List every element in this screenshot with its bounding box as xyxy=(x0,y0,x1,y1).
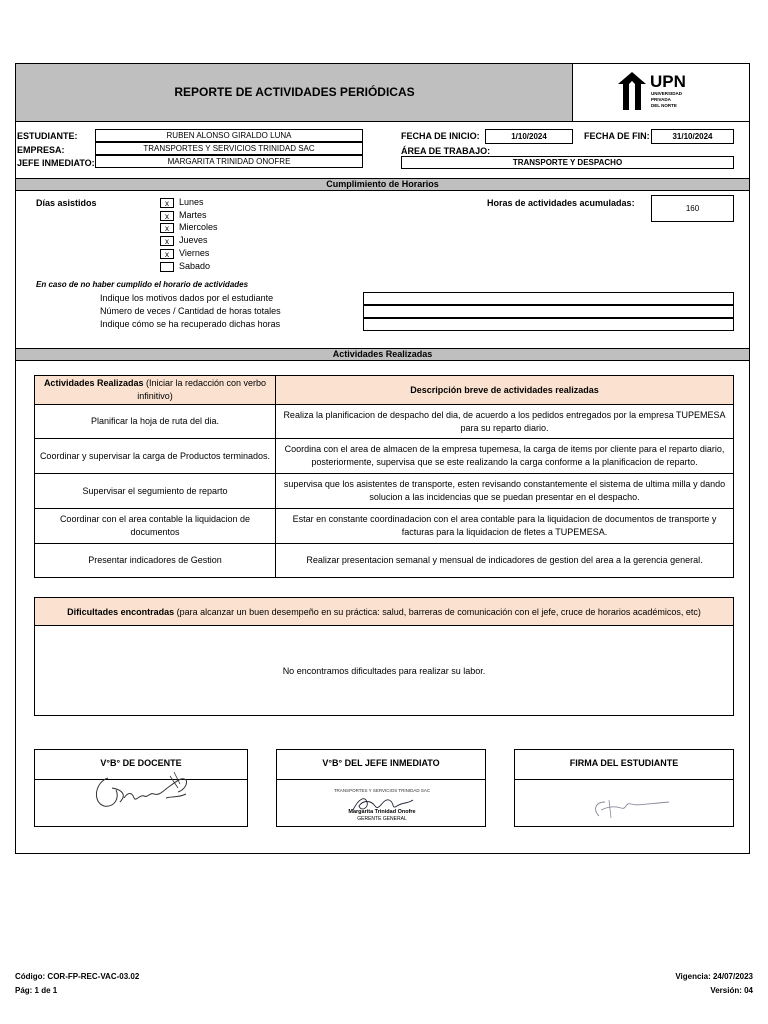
days-list xyxy=(160,197,280,277)
company-stamp-text: TRANSPORTES Y SERVICIOS TRINIDAD SAC xyxy=(333,788,431,793)
activity-cell[interactable]: Coordinar con el area contable la liquidacion de documentos xyxy=(35,509,276,544)
stamp-role: GERENTE GENERAL xyxy=(357,816,407,822)
start-date-field[interactable]: 1/10/2024 xyxy=(485,129,573,144)
document-code: Código: COR-FP-REC-VAC-03.02 xyxy=(15,972,140,981)
noncompliance-count-field[interactable] xyxy=(363,305,734,318)
noncompliance-label-count: Número de veces / Cantidad de horas totales xyxy=(100,306,281,316)
validity-date: Vigencia: 24/07/2023 xyxy=(675,972,753,981)
noncompliance-label-reasons: Indique los motivos dados por el estudiante xyxy=(100,293,274,303)
description-cell[interactable]: Realizar presentacion semanal y mensual de indicadores de gestion del area a la gerencia general. xyxy=(276,544,734,578)
boss-field[interactable]: MARGARITA TRINIDAD ONOFRE xyxy=(95,155,363,168)
description-cell[interactable]: Coordina con el area de almacen de la empresa tupemesa, la carga de items por cliente para el reparto diario, posteriormente, supervisa que se este realizando la carga conforme a la planificacion de reparto. xyxy=(276,439,734,474)
version: Versión: 04 xyxy=(710,986,753,995)
work-area-label: ÁREA DE TRABAJO: xyxy=(401,146,491,156)
activities-table xyxy=(34,375,734,578)
teacher-signature-box xyxy=(34,749,248,827)
day-label: Martes xyxy=(179,210,207,220)
page-title: REPORTE DE ACTIVIDADES PERIÓDICAS xyxy=(174,85,415,99)
day-checkbox[interactable]: x xyxy=(160,198,174,208)
teacher-signature-title: V°B° DE DOCENTE xyxy=(100,758,182,768)
student-label: ESTUDIANTE: xyxy=(17,131,78,141)
stamp-name: Margarita Trinidad Onofre xyxy=(348,809,416,815)
activity-cell[interactable]: Supervisar el segumiento de reparto xyxy=(35,474,276,509)
noncompliance-label-recovery: Indique cómo se ha recuperado dichas horas xyxy=(100,319,281,329)
teacher-signature-icon xyxy=(90,768,200,813)
table-row xyxy=(35,405,734,439)
day-label: Jueves xyxy=(179,235,208,245)
difficulties-note: (para alcanzar un buen desempeño en su práctica: salud, barreras de comunicación con el jefe, cruce de horarios académicos, etc) xyxy=(174,606,701,617)
difficulties-field[interactable]: No encontramos dificultades para realizar su labor. xyxy=(34,625,734,716)
description-cell[interactable]: supervisa que los asistentes de transporte, esten revisando constantemente el sistema de ultima milla y dando solucion a las incidencias que se puedan presentar en el despacho. xyxy=(276,474,734,509)
activity-header-note: (Iniciar la redacción con verbo infinitivo) xyxy=(137,378,267,401)
activity-column-header xyxy=(35,376,276,405)
description-cell[interactable]: Realiza la planificacion de despacho del dia, de acuerdo a los pedidos entregados por la empresa TUPEMESA para su reparto diario. xyxy=(276,405,734,439)
day-label: Miercoles xyxy=(179,222,218,232)
day-label: Sabado xyxy=(179,261,211,271)
activity-cell[interactable]: Coordinar y supervisar la carga de Productos terminados. xyxy=(35,439,276,474)
student-signature-box xyxy=(514,749,734,827)
company-label: EMPRESA: xyxy=(17,145,65,155)
end-date-field[interactable]: 31/10/2024 xyxy=(651,129,734,144)
work-area-field[interactable]: TRANSPORTE Y DESPACHO xyxy=(401,156,734,169)
day-checkbox[interactable]: x xyxy=(160,211,174,221)
schedule-band: Cumplimiento de Horarios xyxy=(16,178,749,191)
noncompliance-title: En caso de no haber cumplido el horario de actividades xyxy=(36,280,249,289)
table-row xyxy=(35,509,734,544)
page-number: Pág: 1 de 1 xyxy=(15,986,58,995)
signature-divider xyxy=(277,779,485,780)
boss-signature-box xyxy=(276,749,486,827)
table-row xyxy=(35,474,734,509)
table-header-row xyxy=(35,376,734,405)
student-signature-icon xyxy=(585,792,675,822)
day-checkbox[interactable] xyxy=(160,262,174,272)
signature-divider xyxy=(515,779,733,780)
day-label: Lunes xyxy=(179,197,204,207)
end-date-label: FECHA DE FIN: xyxy=(584,131,650,141)
company-field[interactable]: TRANSPORTES Y SERVICIOS TRINIDAD SAC xyxy=(95,142,363,155)
difficulties-title: Dificultades encontradas xyxy=(67,606,175,617)
day-checkbox[interactable]: x xyxy=(160,249,174,259)
noncompliance-recovery-field[interactable] xyxy=(363,318,734,331)
table-row xyxy=(35,439,734,474)
start-date-label: FECHA DE INICIO: xyxy=(401,131,480,141)
activity-cell[interactable]: Presentar indicadores de Gestion xyxy=(35,544,276,578)
logo-sub-2: PRIVADA xyxy=(651,97,671,102)
day-label: Viernes xyxy=(179,248,210,258)
logo-sub-3: DEL NORTE xyxy=(651,103,677,108)
activity-header-bold: Actividades Realizadas xyxy=(43,378,144,388)
difficulties-header xyxy=(34,597,734,626)
header-divider xyxy=(16,121,749,122)
activity-cell[interactable]: Planificar la hoja de ruta del dia. xyxy=(35,405,276,439)
student-signature-title: FIRMA DEL ESTUDIANTE xyxy=(569,758,679,768)
logo-text: UPN xyxy=(650,72,686,91)
description-column-header: Descripción breve de actividades realizadas xyxy=(276,376,734,405)
upn-logo-icon xyxy=(618,72,648,110)
student-field[interactable]: RUBEN ALONSO GIRALDO LUNA xyxy=(95,129,363,142)
table-row xyxy=(35,544,734,578)
logo-sub-1: UNIVERSIDAD xyxy=(651,91,683,96)
activities-band: Actividades Realizadas xyxy=(16,348,749,361)
boss-signature-title: V°B° DEL JEFE INMEDIATO xyxy=(322,758,440,768)
days-label: Días asistidos xyxy=(36,198,97,208)
hours-field[interactable]: 160 xyxy=(651,195,734,222)
day-checkbox[interactable]: x xyxy=(160,236,174,246)
description-cell[interactable]: Estar en constante coordinadacion con el area contable para la liquidacion de documentos de transporte y facturas para la liquidacion de fletes a TUPEMESA. xyxy=(276,509,734,544)
hours-label: Horas de actividades acumuladas: xyxy=(487,198,635,208)
noncompliance-reasons-field[interactable] xyxy=(363,292,734,305)
day-checkbox[interactable]: x xyxy=(160,223,174,233)
boss-label: JEFE INMEDIATO: xyxy=(17,158,95,168)
upn-logo xyxy=(618,72,708,112)
